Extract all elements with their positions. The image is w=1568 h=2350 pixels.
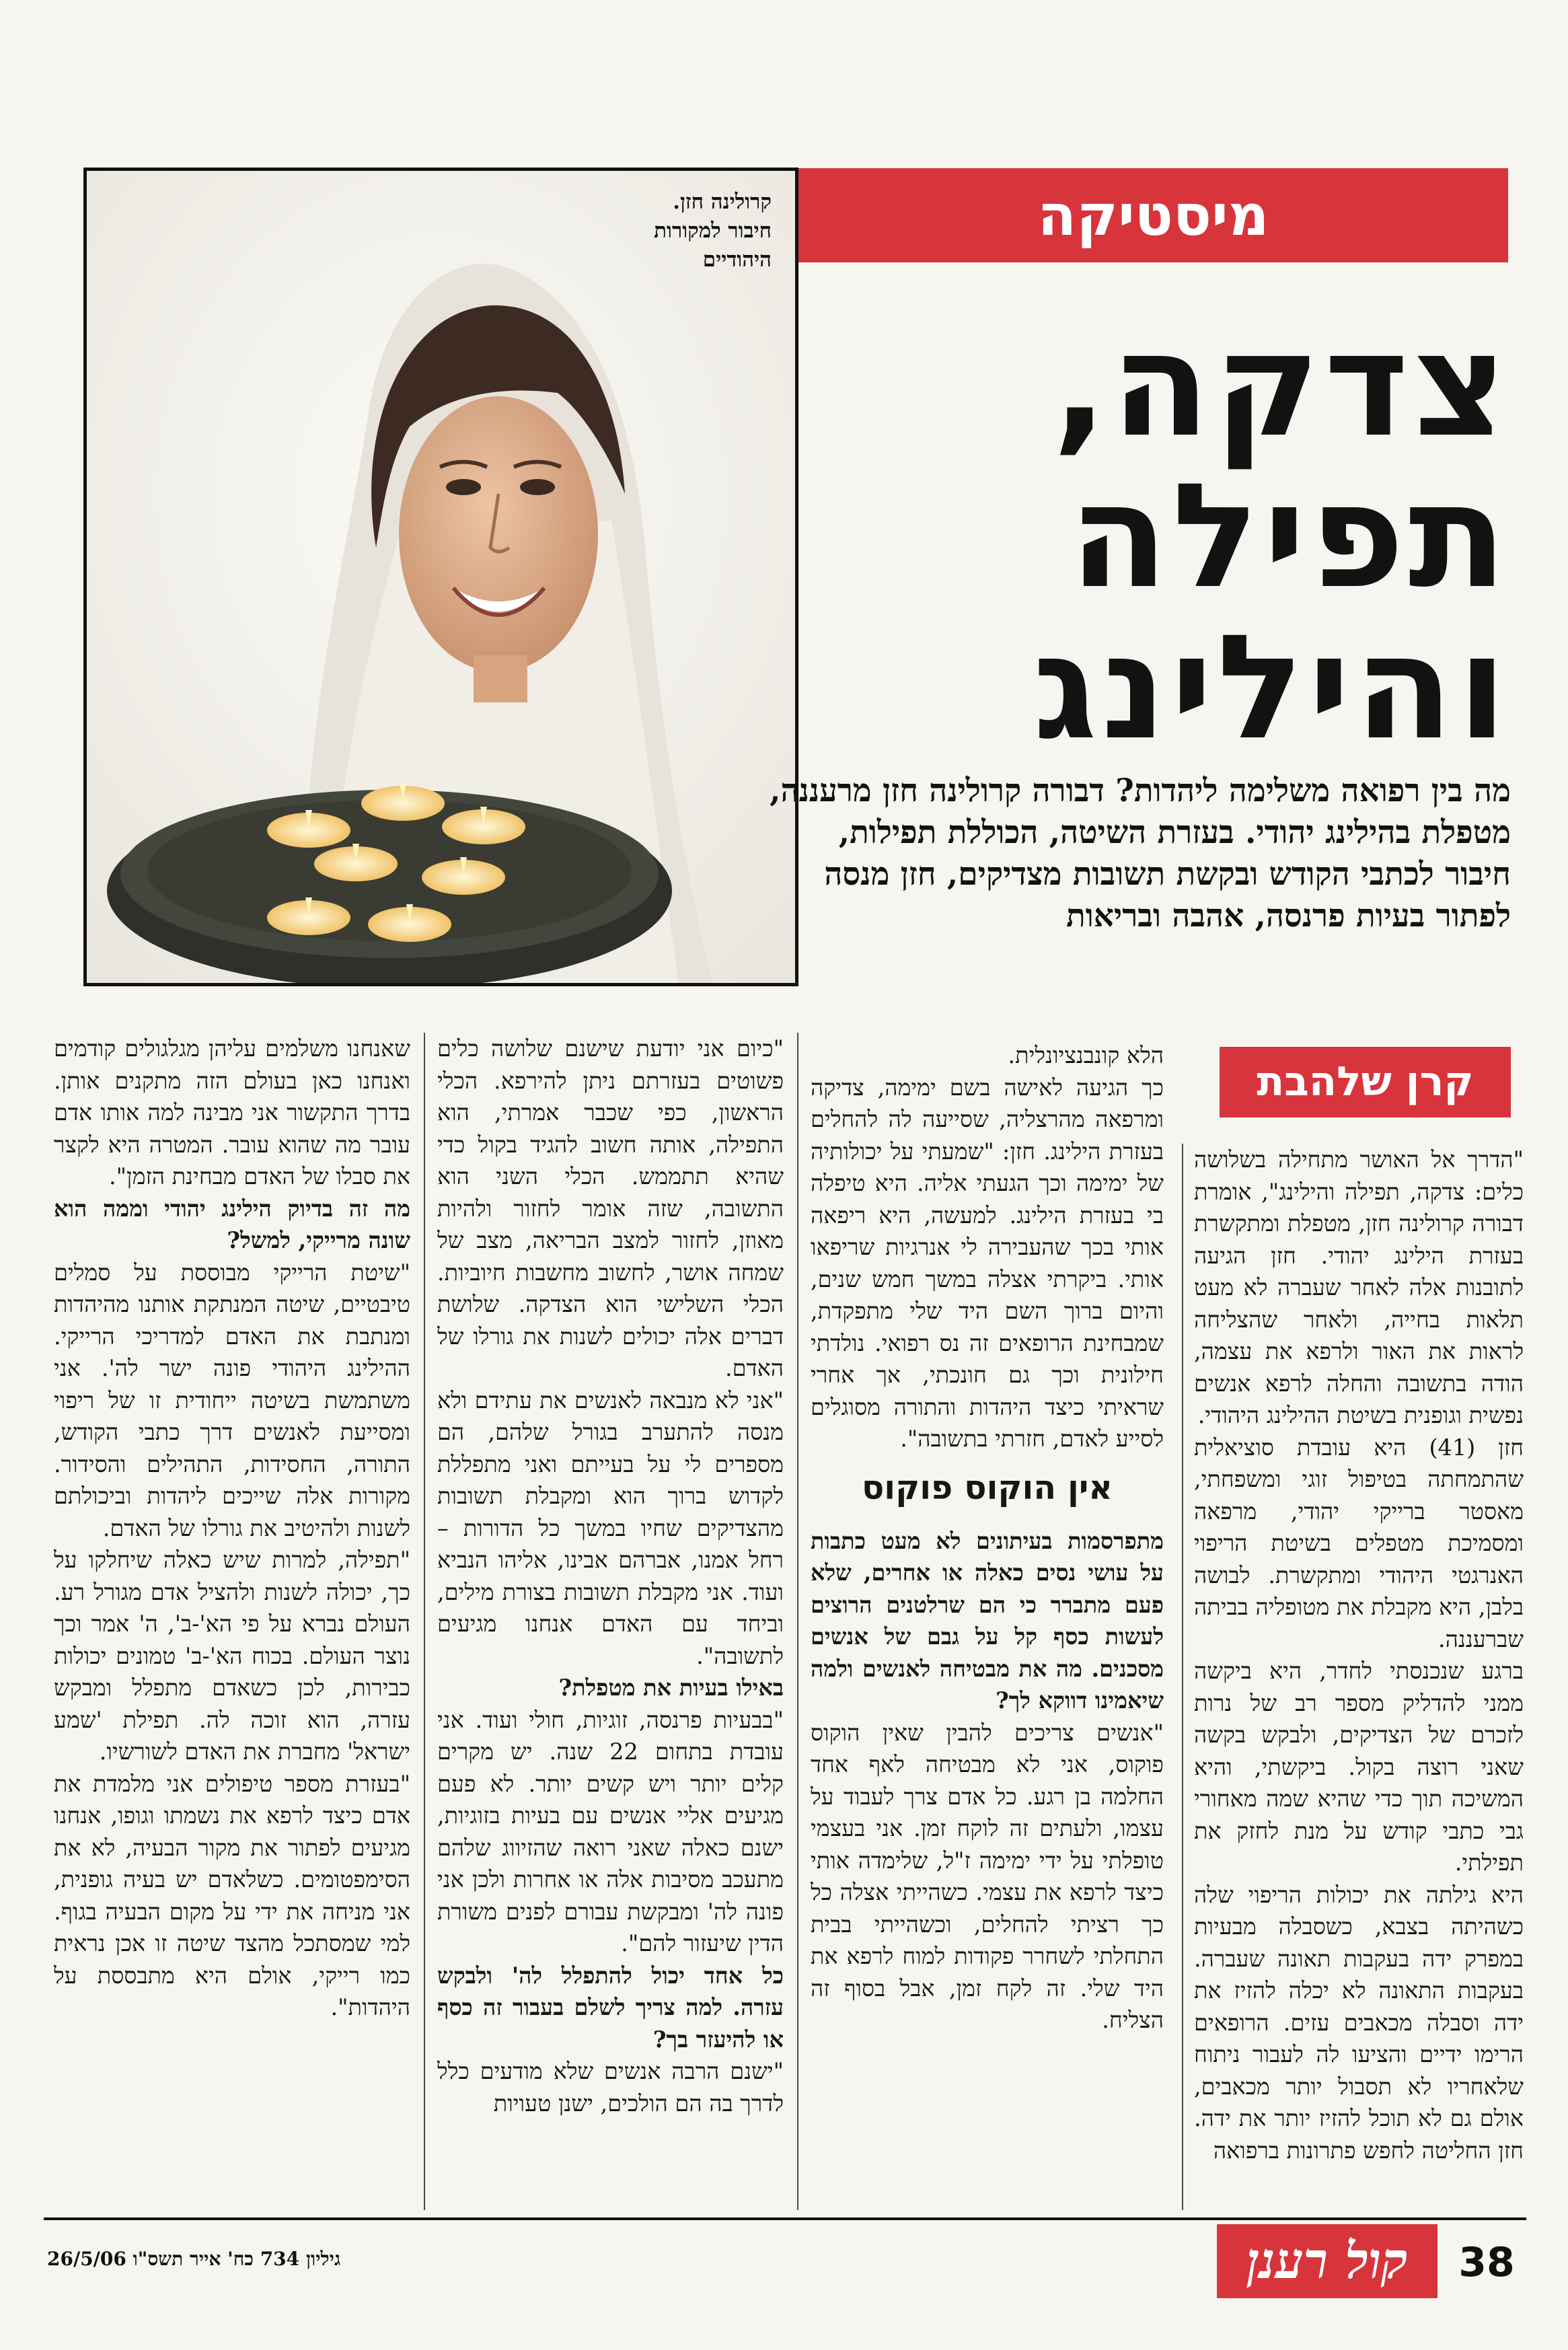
- article-photo: [83, 168, 798, 986]
- publication-name: קול רענן: [1217, 2224, 1438, 2298]
- article-paragraph: "כיום אני יודעת שישנם שלושה כלים פשוטים בעזרתם ניתן להירפא. הכלי הראשון, כפי שכבר אמרתי, הוא התפילה, אותה חשוב להגיד בקול כדי שהיא תתממש. הכלי השני הוא התשובה, שזה אומר לחזור ולהיות מאוזן, לחזור למצב הבריאה, מצב של שמחה אושר, לחשוב מחשבות חיוביות. הכלי השלישי הוא הצדקה. שלושת דברים אלה יכולים לשנות את גורלו של האדם.: [437, 1035, 784, 1381]
- article-subheading: אין הוקוס פוקוס: [862, 1468, 1113, 1507]
- caption-line-1: קרולינה חזן.: [673, 190, 772, 214]
- interview-question: מה זה בדיוק הילינג יהודי וממה הוא שונה מרייקי, למשל?: [54, 1195, 410, 1253]
- article-paragraph: "שיטת הרייקי מבוססת על סמלים טיבטיים, שיטה המנתקת אותנו מהיהדות ומנתבת את האדם למדריכי הרייקי. ההילינג היהודי פונה ישר לה'. אני משתמשת בשיטה ייחודית זו של ריפוי ומסייעת לאנשים דרך כתבי הקודש, התורה, החסידות, התהילים והסידור. מקורות אלה שייכים ליהדות וביכולתם לשנות ולהיטיב את גורלו של האדם.: [54, 1259, 410, 1541]
- article-paragraph: "אנשים צריכים להבין שאין הוקוס פוקוס, אני לא מבטיחה לאף אחד החלמה בן רגע. כל אדם צרך לעבוד על עצמו, ולעתים זה לוקח זמן. אני בעצמי טופלתי על ידי ימימה ז"ל, שלימדה אותי כיצד לרפא את עצמי. כשהייתי אצלה כל כך רציתי להחלים, וכשהייתי בבית התחלתי לשחרר פקודות למוח לרפא את היד שלי. זה לקח זמן, אבל בסוף זה הצליח.: [811, 1719, 1164, 2033]
- caption-line-2: חיבור למקורות: [654, 219, 772, 243]
- column-divider: [424, 1033, 425, 2210]
- photo-caption: [573, 171, 795, 319]
- article-paragraph: "אני לא מנבאה לאנשים את עתידם ולא מנסה להתערב בגורל שלהם, הם מספרים לי על בעייתם ואני מתפללת לקדוש ברוך הוא ומקבלת תשובות מהצדיקים שחיו במשך כל הדורות – רחל אמנו, אברהם אבינו, אליהו הנביא ועוד. אני מקבלת תשובות בצורת מילים, וביחד עם האדם אנחנו מגיעים לתשובה".: [437, 1387, 784, 1669]
- article-column-4: [54, 1033, 410, 2213]
- article-paragraph: היא גילתה את יכולות הריפוי שלה כשהיתה בצבא, כשסבלה מבעיות במפרק ידה בעקבות תאונה שעברה. בעקבות התאונה לא יכלה להזיז את ידה וסבלה מכאבים עזים. הרופאים הרימו ידיים והציעו לה לעבור ניתוח שלאחריו לא תסבול יותר מכאבים, אולם גם לא תוכל להזיז יותר את ידה. חזן החליטה לחפש פתרונות ברפואה: [1194, 1881, 1524, 2164]
- article-paragraph: ברגע שנכנסתי לחדר, היא ביקשה ממני להדליק מספר רב של נרות לזכרם של הצדיקים, ולבקש בקשה שאני רוצה בקול. ביקשתי, והיא המשיכה תוך כדי שהיא שמה מאחורי גבי כתבי קודש על מנת לחזק את תפילתי.: [1194, 1658, 1524, 1876]
- interview-question: מתפרסמות בעיתונים לא מעט כתבות על עושי נסים כאלה או אחרים, שלא פעם מתברר כי הם שרלטנים הרוצים לעשות כסף קל על גבם של אנשים מסכנים. מה את מבטיחה לאנשים ולמה שיאמינו דווקא לך?: [811, 1527, 1164, 1714]
- column-divider: [797, 1033, 798, 2210]
- article-paragraph: כך הגיעה לאישה בשם ימימה, צדיקה ומרפאה מהרצליה, שסייעה לה להחלים בעזרת הילינג. חזן: "שמעתי על יכולותיה של ימימה וכך הגעתי אליה. היא טיפלה בי בעזרת הילינג. למעשה, היא ריפאה אותי בכך שהעבירה לי אנרגיות שריפאו אותי. ביקרתי אצלה במשך חמש שנים, והיום ברוך השם היד שלי מתפקדת, שמבחינת הרופאים זה נס רפואי. נולדתי חילונית וכך גם חונכתי, אך אחרי שראיתי כיצד היהדות והתורה מסוגלים לסייע לאדם, חזרתי בתשובה".: [811, 1074, 1164, 1452]
- article-column-2: [811, 1039, 1164, 2213]
- article-paragraph: "תפילה, למרות שיש כאלה שיחלקו על כך, יכולה לשנות ולהציל אדם מגורל רע. העולם נברא על פי הא'-ב', ה' אמר וכך נוצר העולם. בכוח הא'-ב' טמונים יכולות כבירות, לכן כשאדם מתפלל ומבקש עזרה, הוא זוכה לה. תפילת 'שמע ישראל' מחברת את האדם לשורשיו.: [54, 1547, 410, 1765]
- article-column-1: [1194, 1144, 1524, 2213]
- caption-line-3: היהודיים: [702, 248, 772, 272]
- headline-line-1: צדקה,: [1052, 301, 1511, 469]
- article-paragraph: "הדרך אל האושר מתחילה בשלושה כלים: צדקה, תפילה והילינג", אומרת דבורה קרולינה חזן, מטפלת ומתקשרת בעזרת הילינג יהודי. חזן הגיעה לתובנות אלה לאחר שעברה לא מעט תלאות בחייה, ולאחר שהצליחה לראות את האור ולרפא את עצמה, הודה בתשובה והחלה לרפא אנשים נפשית וגופנית בשיטת ההילינג היהודי.: [1194, 1146, 1524, 1428]
- subhead: מה בין רפואה משלימה ליהדות? דבורה קרולינה חזן מרעננה, מטפלת בהילינג יהודי. בעזרת השיטה, הכוללת תפילות, חיבור לכתבי הקודש ובקשת תשובות מצדיקים, חזן מנסה לפתור בעיות פרנסה, אהבה ובריאות: [770, 772, 1511, 934]
- article-paragraph: חזן (41) היא עובדת סוציאלית שהתמחתה בטיפול זוגי ומשפחתי, מאסטר ברייקי יהודי, מרפאה ומסמיכת מטפלים בשיטת הריפוי האנרגטי היהודי ומתקשרת. לבושה בלבן, היא מקבלת את מטופליה בביתה שברעננה.: [1194, 1434, 1524, 1652]
- article-paragraph: "בעזרת מספר טיפולים אני מלמדת את אדם כיצד לרפא את נשמתו וגופו, אנחנו מגיעים לפתור את מקור הבעיה, לא את הסימפטומים. כשלאדם יש בעיה גופנית, אני מניחה את ידי על מקום הבעיה בגוף. למי שמסתכל מהצד שיטה זו אכן נראית כמו רייקי, אולם היא מתבססת על היהדות".: [54, 1770, 410, 2020]
- section-label: מיסטיקה: [798, 168, 1508, 262]
- interview-question: כל אחד יכול להתפלל לה' ולבקש עזרה. למה צריך לשלם בעבור זה כסף או להיעזר בך?: [437, 1962, 784, 2053]
- article-paragraph: "ישנם הרבה אנשים שלא מודעים כלל לדרך בה הם הולכים, ישנן טעויות: [437, 2058, 784, 2117]
- article-paragraph: שאנחנו משלמים עליהן מגלגולים קודמים ואנחנו כאן בעולם הזה מתקנים אותן. בדרך התקשור אני מבינה למה אותו אדם עובר מה שהוא עובר. המטרה היא לקצר את סבלו של האדם מבחינת הזמן".: [54, 1035, 410, 1189]
- article-column-3: [437, 1033, 784, 2213]
- article-paragraph: "בבעיות פרנסה, זוגיות, חולי ועוד. אני עובדת בתחום 22 שנה. יש מקרים קלים יותר ויש קשים יותר. לא פעם מגיעים אליי אנשים עם בעיות בזוגיות, ישנם כאלה שאני רואה שהזיווג שלהם מתעכב מסיבות אלה או אחרות ולכן אני פונה לה' ומבקשת עבורם לפנים משורת הדין שיעזור להם".: [437, 1706, 784, 1956]
- column-divider: [1182, 1144, 1183, 2210]
- page-number: 38: [1458, 2239, 1515, 2286]
- article-paragraph: הלא קונבנציונלית.: [1008, 1042, 1164, 1068]
- author-byline: קרן שלהבת: [1220, 1047, 1511, 1117]
- headline: [838, 301, 1511, 772]
- footer-rule: [44, 2217, 1526, 2220]
- issue-info: גיליון 734 כח' אייר תשס"ו 26/5/06: [47, 2248, 341, 2270]
- headline-line-3: והילינג: [1033, 604, 1511, 772]
- headline-line-2: תפילה: [1069, 453, 1511, 620]
- interview-question: באילו בעיות את מטפלת?: [558, 1675, 784, 1701]
